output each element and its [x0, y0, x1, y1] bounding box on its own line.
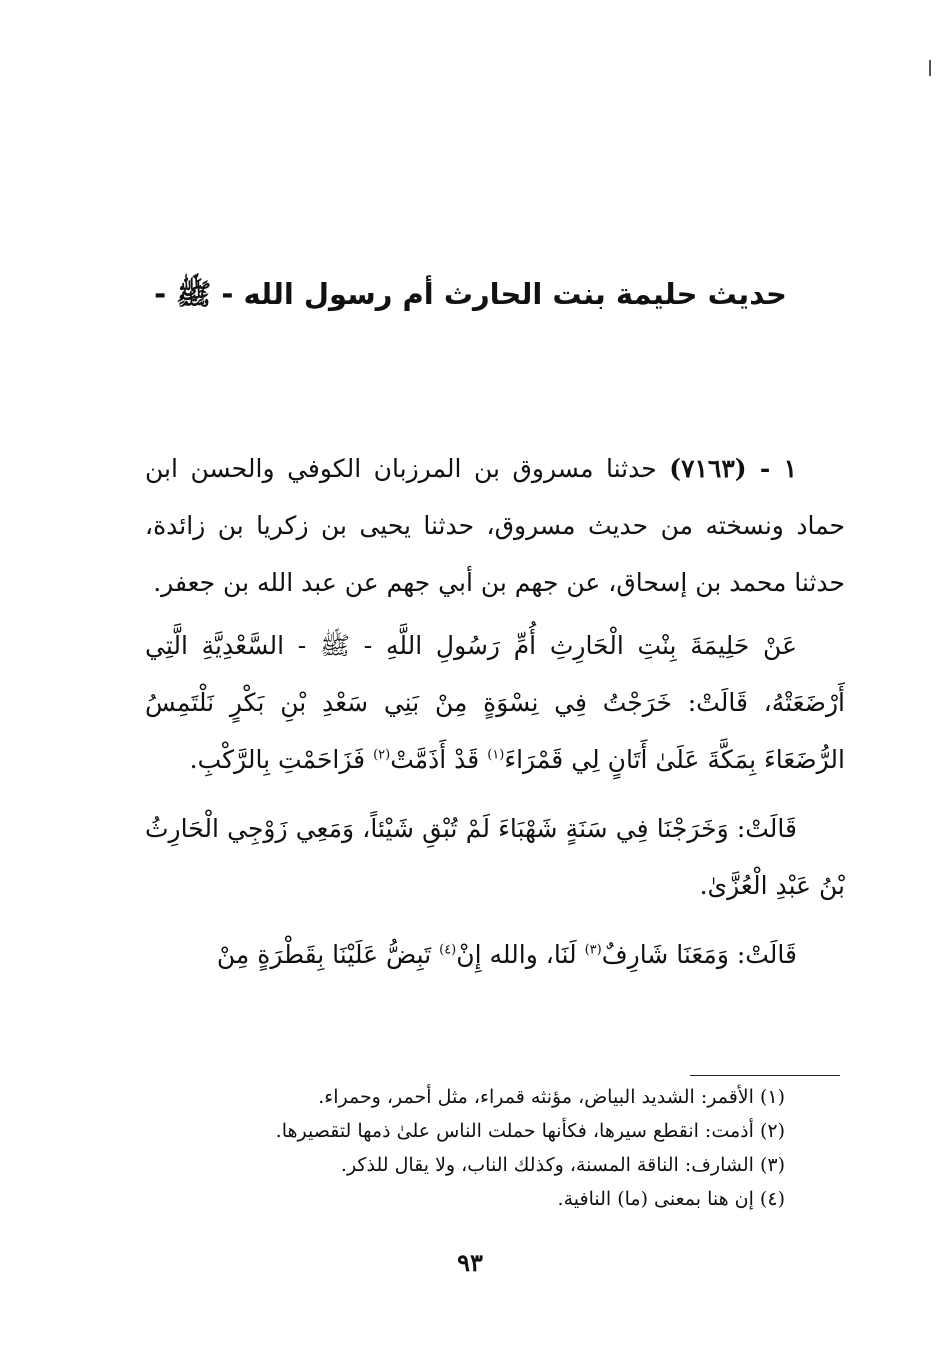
narration-text-part: تَبِضُّ عَلَيْنَا بِقَطْرَةٍ مِنْ — [216, 940, 440, 969]
footnote-ref[interactable]: (٤) — [439, 942, 457, 958]
main-text — [145, 440, 845, 995]
narration-text-part: عَنْ حَلِيمَةَ بِنْتِ الْحَارِثِ أُمِّ رَسُولِ اللَّهِ - ﷺ - السَّعْدِيَّةِ الَّتِي أَرْضَعَتْهُ، قَالَتْ: خَرَجْتُ فِي نِسْوَةٍ مِنْ بَنِي سَعْدِ بْنِ بَكْرٍ نَلْتَمِسُ الرُّضَعَاءَ بِمَكَّةَ عَلَىٰ أَتَانٍ لِي قَمْرَاءَ — [145, 631, 845, 774]
footnote-divider — [690, 1075, 840, 1076]
paragraph-isnad — [145, 440, 845, 611]
page-edge-mark — [929, 60, 931, 76]
page-number: ٩٣ — [457, 1248, 483, 1277]
chapter-title: حديث حليمة بنت الحارث أم رسول الله - ﷺ - — [154, 277, 787, 311]
paragraph-halima-narration — [145, 617, 845, 788]
footnotes — [145, 1080, 785, 1216]
footnote: (٤) إن هنا بمعنى (ما) النافية. — [557, 1188, 785, 1210]
narration-text-part: فَزَاحَمْتِ بِالرَّكْبِ. — [189, 745, 374, 774]
footnote-ref[interactable]: (٢) — [373, 747, 391, 763]
footnote: (٣) الشارف: الناقة المسنة، وكذلك الناب، ولا يقال للذكر. — [340, 1154, 785, 1176]
footnote: (١) الأقمر: الشديد البياض، مؤنثه قمراء، مثل أحمر، وحمراء. — [318, 1086, 785, 1108]
narration-text-part: لَنَا، والله إِنْ — [456, 940, 585, 969]
isnad-text: حدثنا مسروق بن المرزبان الكوفي والحسن ابن حماد ونسخته من حديث مسروق، حدثنا يحيى بن زكريا بن زائدة، حدثنا محمد بن إسحاق، عن جهم بن أبي جهم عن عبد الله بن جعفر. — [145, 454, 845, 597]
hadith-number: ١ - (٧١٦٣) — [669, 454, 797, 483]
paragraph-year: قَالَتْ: وَخَرَجْنَا فِي سَنَةٍ شَهْبَاءَ لَمْ تُبْقِ شَيْئاً، وَمَعِي زَوْجِي الْحَارِثُ بْنُ عَبْدِ الْعُزَّىٰ. — [145, 814, 845, 900]
footnote-ref[interactable]: (١) — [487, 747, 505, 763]
narration-text-part: قَالَتْ: وَمَعَنَا شَارِفٌ — [601, 940, 797, 969]
paragraph-sharif — [145, 926, 845, 983]
footnote-ref[interactable]: (٣) — [584, 942, 602, 958]
footnote: (٢) أذمت: انقطع سيرها، فكأنها حملت الناس علىٰ ذمها لتقصيرها. — [275, 1120, 785, 1142]
narration-text-part: قَدْ أَذَمَّتْ — [390, 745, 488, 774]
